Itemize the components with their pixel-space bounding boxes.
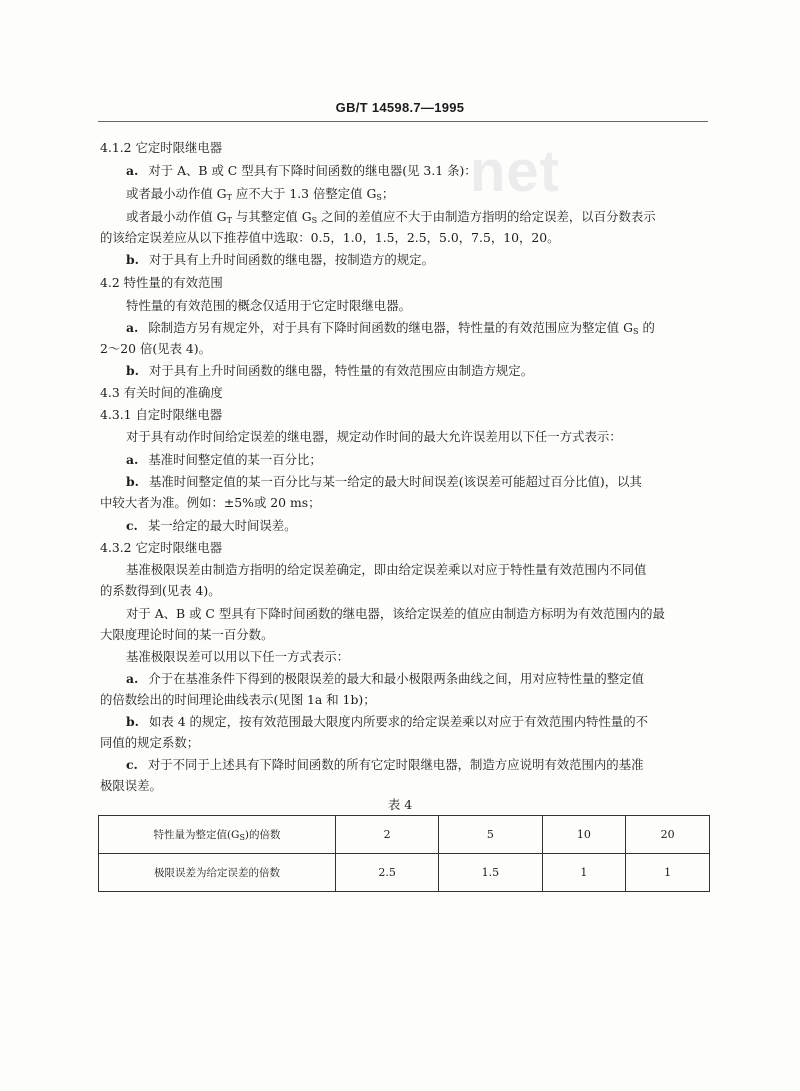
line-text: 对于具有上升时间函数的继电器，按制造方的规定。 bbox=[148, 252, 434, 267]
item-label: a. bbox=[126, 452, 139, 467]
paragraph-line bbox=[126, 186, 394, 206]
line-text: 对于 A、B 或 C 型具有下降时间函数的继电器(见 3.1 条)： bbox=[148, 163, 477, 178]
paragraph-line bbox=[126, 209, 656, 229]
line-text: 或者最小动作值 $G_T$ 与其整定值 $G_S$ 之间的差值应不大于由制造方指明的给定误差，以百分数表示 bbox=[126, 209, 656, 225]
section-heading bbox=[100, 407, 222, 423]
paragraph-line bbox=[126, 757, 643, 773]
item-label: b. bbox=[126, 474, 139, 489]
line-text: 4.3.1 自定时限继电器 bbox=[100, 407, 223, 422]
paragraph-line bbox=[126, 474, 642, 490]
page-header: GB/T 14598.7—1995 bbox=[335, 100, 465, 115]
line-text: 极限误差。 bbox=[100, 778, 162, 793]
line-text: 4.3.2 它定时限继电器 bbox=[100, 540, 223, 555]
item-label: a. bbox=[126, 163, 139, 178]
paragraph-line bbox=[126, 714, 648, 730]
paragraph-line bbox=[126, 671, 644, 687]
table-cell: 20 bbox=[626, 816, 710, 854]
paragraph-line bbox=[126, 363, 533, 379]
item-label: c. bbox=[126, 757, 138, 772]
paragraph-line bbox=[100, 778, 162, 794]
paragraph-line bbox=[126, 562, 646, 578]
line-text: 基准时间整定值的某一百分比与某一给定的最大时间误差(该误差可能超过百分比值)，以其 bbox=[148, 474, 642, 489]
line-text: 大限度理论时间的某一百分数。 bbox=[100, 627, 274, 642]
item-label: b. bbox=[126, 252, 139, 267]
line-text: 某一给定的最大时间误差。 bbox=[147, 518, 297, 533]
table-row bbox=[99, 854, 710, 892]
paragraph-line bbox=[126, 429, 622, 445]
item-label: b. bbox=[126, 714, 139, 729]
line-text: 4.2 特性量的有效范围 bbox=[100, 275, 223, 290]
table-cell: 1 bbox=[542, 854, 626, 892]
line-text: 如表 4 的规定，按有效范围最大限度内所要求的给定误差乘以对应于有效范围内特性量的不 bbox=[148, 714, 648, 729]
section-heading bbox=[100, 540, 222, 556]
line-text: 对于具有动作时间给定误差的继电器，规定动作时间的最大允许误差用以下任一方式表示： bbox=[126, 429, 622, 444]
line-text: 特性量的有效范围的概念仅适用于它定时限继电器。 bbox=[126, 298, 411, 313]
item-label: b. bbox=[126, 363, 139, 378]
paragraph-line bbox=[100, 627, 273, 643]
table-cell: 2.5 bbox=[336, 854, 439, 892]
line-text: 4.1.2 它定时限继电器 bbox=[100, 140, 223, 155]
watermark: net bbox=[470, 139, 560, 204]
table-4 bbox=[98, 815, 710, 892]
table-cell: 1.5 bbox=[439, 854, 542, 892]
line-text: 基准时间整定值的某一百分比； bbox=[148, 452, 322, 467]
paragraph-line bbox=[126, 252, 434, 268]
row-label-characteristic: 特性量为整定值$(G_S)$的倍数 bbox=[99, 816, 336, 854]
line-text: 除制造方另有规定外，对于具有下降时间函数的继电器，特性量的有效范围应为整定值 $G_S$ 的 bbox=[148, 320, 655, 336]
table-row bbox=[99, 816, 710, 854]
paragraph-line bbox=[100, 583, 221, 599]
paragraph-line bbox=[126, 163, 477, 179]
paragraph-line bbox=[100, 495, 320, 511]
line-text: 中较大者为准。例如：±5%或 20 ms； bbox=[100, 495, 321, 510]
section-heading bbox=[100, 385, 223, 401]
line-text: 4.3 有关时间的准确度 bbox=[100, 385, 223, 400]
item-label: a. bbox=[126, 320, 139, 335]
table-cell: 1 bbox=[626, 854, 710, 892]
table-cell: 5 bbox=[439, 816, 542, 854]
item-label: c. bbox=[126, 518, 138, 533]
line-text: 介于在基准条件下得到的极限误差的最大和最小极限两条曲线之间，用对应特性量的整定值 bbox=[148, 671, 644, 686]
line-text: 对于具有上升时间函数的继电器，特性量的有效范围应由制造方规定。 bbox=[148, 363, 534, 378]
table-caption: 表 4 bbox=[387, 797, 413, 812]
paragraph-line bbox=[126, 452, 322, 468]
table-cell: 10 bbox=[542, 816, 626, 854]
paragraph-line bbox=[126, 298, 411, 314]
paragraph-line bbox=[100, 341, 211, 357]
paragraph-line bbox=[100, 230, 560, 246]
line-text: 2～20 倍(见表 4)。 bbox=[100, 341, 212, 356]
table-cell: 2 bbox=[336, 816, 439, 854]
item-label: a. bbox=[126, 671, 139, 686]
paragraph-line bbox=[126, 649, 349, 665]
paragraph-line bbox=[100, 735, 199, 751]
paragraph-line bbox=[100, 692, 376, 708]
line-text: 基准极限误差可以用以下任一方式表示： bbox=[126, 649, 350, 664]
line-text: 的该给定误差应从以下推荐值中选取：0.5，1.0，1.5，2.5，5.0，7.5，10，20。 bbox=[100, 230, 560, 245]
section-heading bbox=[100, 140, 222, 156]
line-text: 同值的规定系数； bbox=[100, 735, 200, 750]
line-text: 或者最小动作值 $G_T$ 应不大于 1.3 倍整定值 $G_S$； bbox=[126, 186, 395, 202]
paragraph-line bbox=[126, 320, 655, 340]
header-rule bbox=[98, 121, 708, 122]
line-text: 的倍数绘出的时间理论曲线表示(见图 1a 和 1b)； bbox=[100, 692, 376, 707]
paragraph-line bbox=[126, 606, 665, 622]
row-label-limit-error: 极限误差为给定误差的倍数 bbox=[99, 854, 336, 892]
section-heading bbox=[100, 275, 223, 291]
line-text: 基准极限误差由制造方指明的给定误差确定，即由给定误差乘以对应于特性量有效范围内不同值 bbox=[126, 562, 647, 577]
line-text: 对于 A、B 或 C 型具有下降时间函数的继电器，该给定误差的值应由制造方标明为有效范围内的最 bbox=[126, 606, 665, 621]
paragraph-line bbox=[126, 518, 297, 534]
line-text: 对于不同于上述具有下降时间函数的所有它定时限继电器，制造方应说明有效范围内的基准 bbox=[147, 757, 644, 772]
line-text: 的系数得到(见表 4)。 bbox=[100, 583, 221, 598]
